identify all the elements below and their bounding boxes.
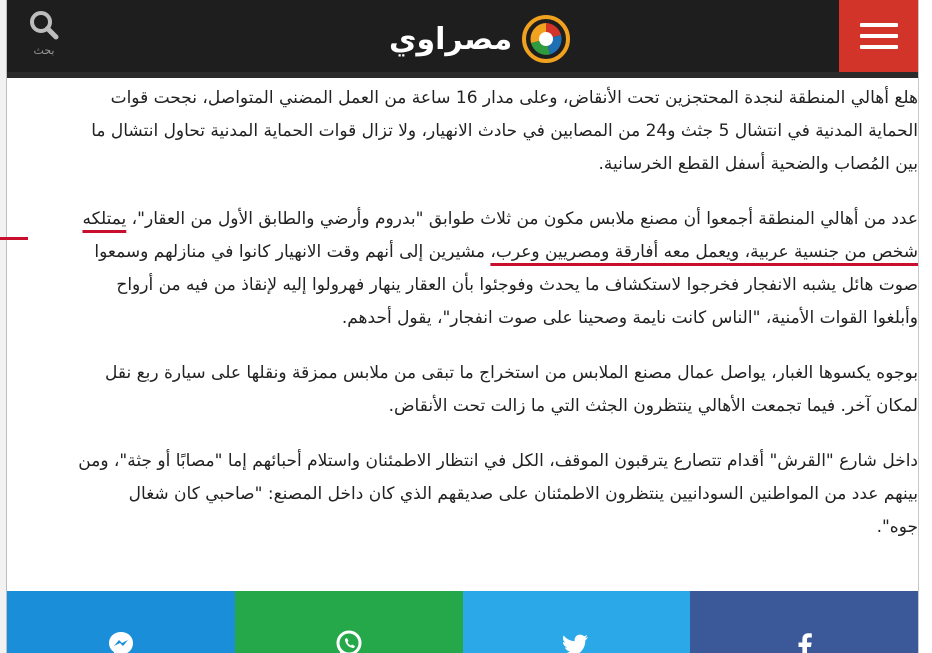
underline-mark bbox=[0, 237, 28, 240]
whatsapp-icon bbox=[334, 629, 364, 653]
facebook-share-button[interactable] bbox=[690, 591, 918, 653]
facebook-icon bbox=[794, 629, 814, 653]
paragraph-line: جوه". bbox=[876, 517, 918, 537]
article-body bbox=[20, 82, 918, 566]
paragraph-line: بينهم عدد من المواطنين السودانيين ينتظرون الاطمئنان على صديقهم الذي كان داخل المصنع: "صاحبي كان شغال bbox=[128, 484, 918, 504]
share-bar bbox=[7, 591, 918, 653]
brand-home-link[interactable] bbox=[389, 13, 570, 65]
paragraph-line: الحماية المدنية في انتشال 5 جثث و24 من المصابين في حادث الانهيار، ولا تزال قوات الحماية المدنية تحاول انتشال ما bbox=[91, 121, 918, 141]
messenger-icon bbox=[106, 629, 136, 653]
paragraph-line: وأبلغوا القوات الأمنية، "الناس كانت نايمة وصحينا على صوت انفجار"، يقول أحدهم. bbox=[341, 308, 918, 328]
article-paragraph bbox=[20, 203, 918, 335]
paragraph-line: صوت هائل يشبه الانفجار فخرجوا لاستكشاف ما يحدث وفوجئوا بأن العقار ينهار فهرولوا إليه لإنقاذ من فيه من أرواح bbox=[116, 275, 918, 295]
whatsapp-share-button[interactable] bbox=[235, 591, 463, 653]
article-paragraph bbox=[20, 82, 918, 181]
masrawy-logo-icon bbox=[522, 15, 570, 63]
twitter-icon bbox=[561, 631, 591, 653]
paragraph-line: لمكان آخر. فيما تجمعت الأهالي ينتظرون الجثث التي ما زالت تحت الأنقاض. bbox=[388, 396, 918, 416]
site-header bbox=[7, 0, 918, 78]
paragraph-line: داخل شارع "القرش" أقدام تتصارع يترقبون الموقف، الكل في انتظار الاطمئنان واستلام أحبائهم إما "مصابًا أو جثة"، ومن bbox=[78, 451, 918, 471]
article-paragraph bbox=[20, 445, 918, 544]
highlighted-text: شخص من جنسية عربية، ويعمل معه أفارقة ومصريين وعرب، bbox=[490, 242, 918, 262]
paragraph-line: عدد من أهالي المنطقة أجمعوا أن مصنع ملابس مكون من ثلاث طوابق "بدروم وأرضي والطابق الأول من العقار"، يمتلكه bbox=[82, 209, 918, 229]
window-left-edge bbox=[0, 0, 7, 653]
paragraph-line: شخص من جنسية عربية، ويعمل معه أفارقة ومصريين وعرب، مشيرين إلى أنهم وقت الانهيار كانوا في منازلهم وسمعوا bbox=[94, 242, 918, 262]
search-icon bbox=[29, 10, 59, 40]
brand-name: مصراوي bbox=[389, 21, 513, 57]
hamburger-menu-icon bbox=[860, 23, 898, 27]
messenger-share-button[interactable] bbox=[7, 591, 235, 653]
search-button[interactable] bbox=[19, 10, 69, 68]
search-label: بحث bbox=[33, 44, 55, 57]
hamburger-menu-button[interactable] bbox=[839, 0, 918, 72]
highlighted-text: يمتلكه bbox=[82, 209, 127, 229]
twitter-share-button[interactable] bbox=[463, 591, 691, 653]
article-paragraph bbox=[20, 357, 918, 423]
scrollbar-track[interactable] bbox=[918, 0, 932, 653]
paragraph-line: بين المُصاب والضحية أسفل القطع الخرسانية. bbox=[598, 154, 918, 174]
paragraph-line: هلع أهالي المنطقة لنجدة المحتجزين تحت الأنقاض، وعلى مدار 16 ساعة من العمل المضني المتواصل، نجحت قوات bbox=[110, 88, 918, 108]
paragraph-line: بوجوه يكسوها الغبار، يواصل عمال مصنع الملابس من استخراج ما تبقى من ملابس ممزقة ونقلها على سيارة ربع نقل bbox=[104, 363, 918, 383]
